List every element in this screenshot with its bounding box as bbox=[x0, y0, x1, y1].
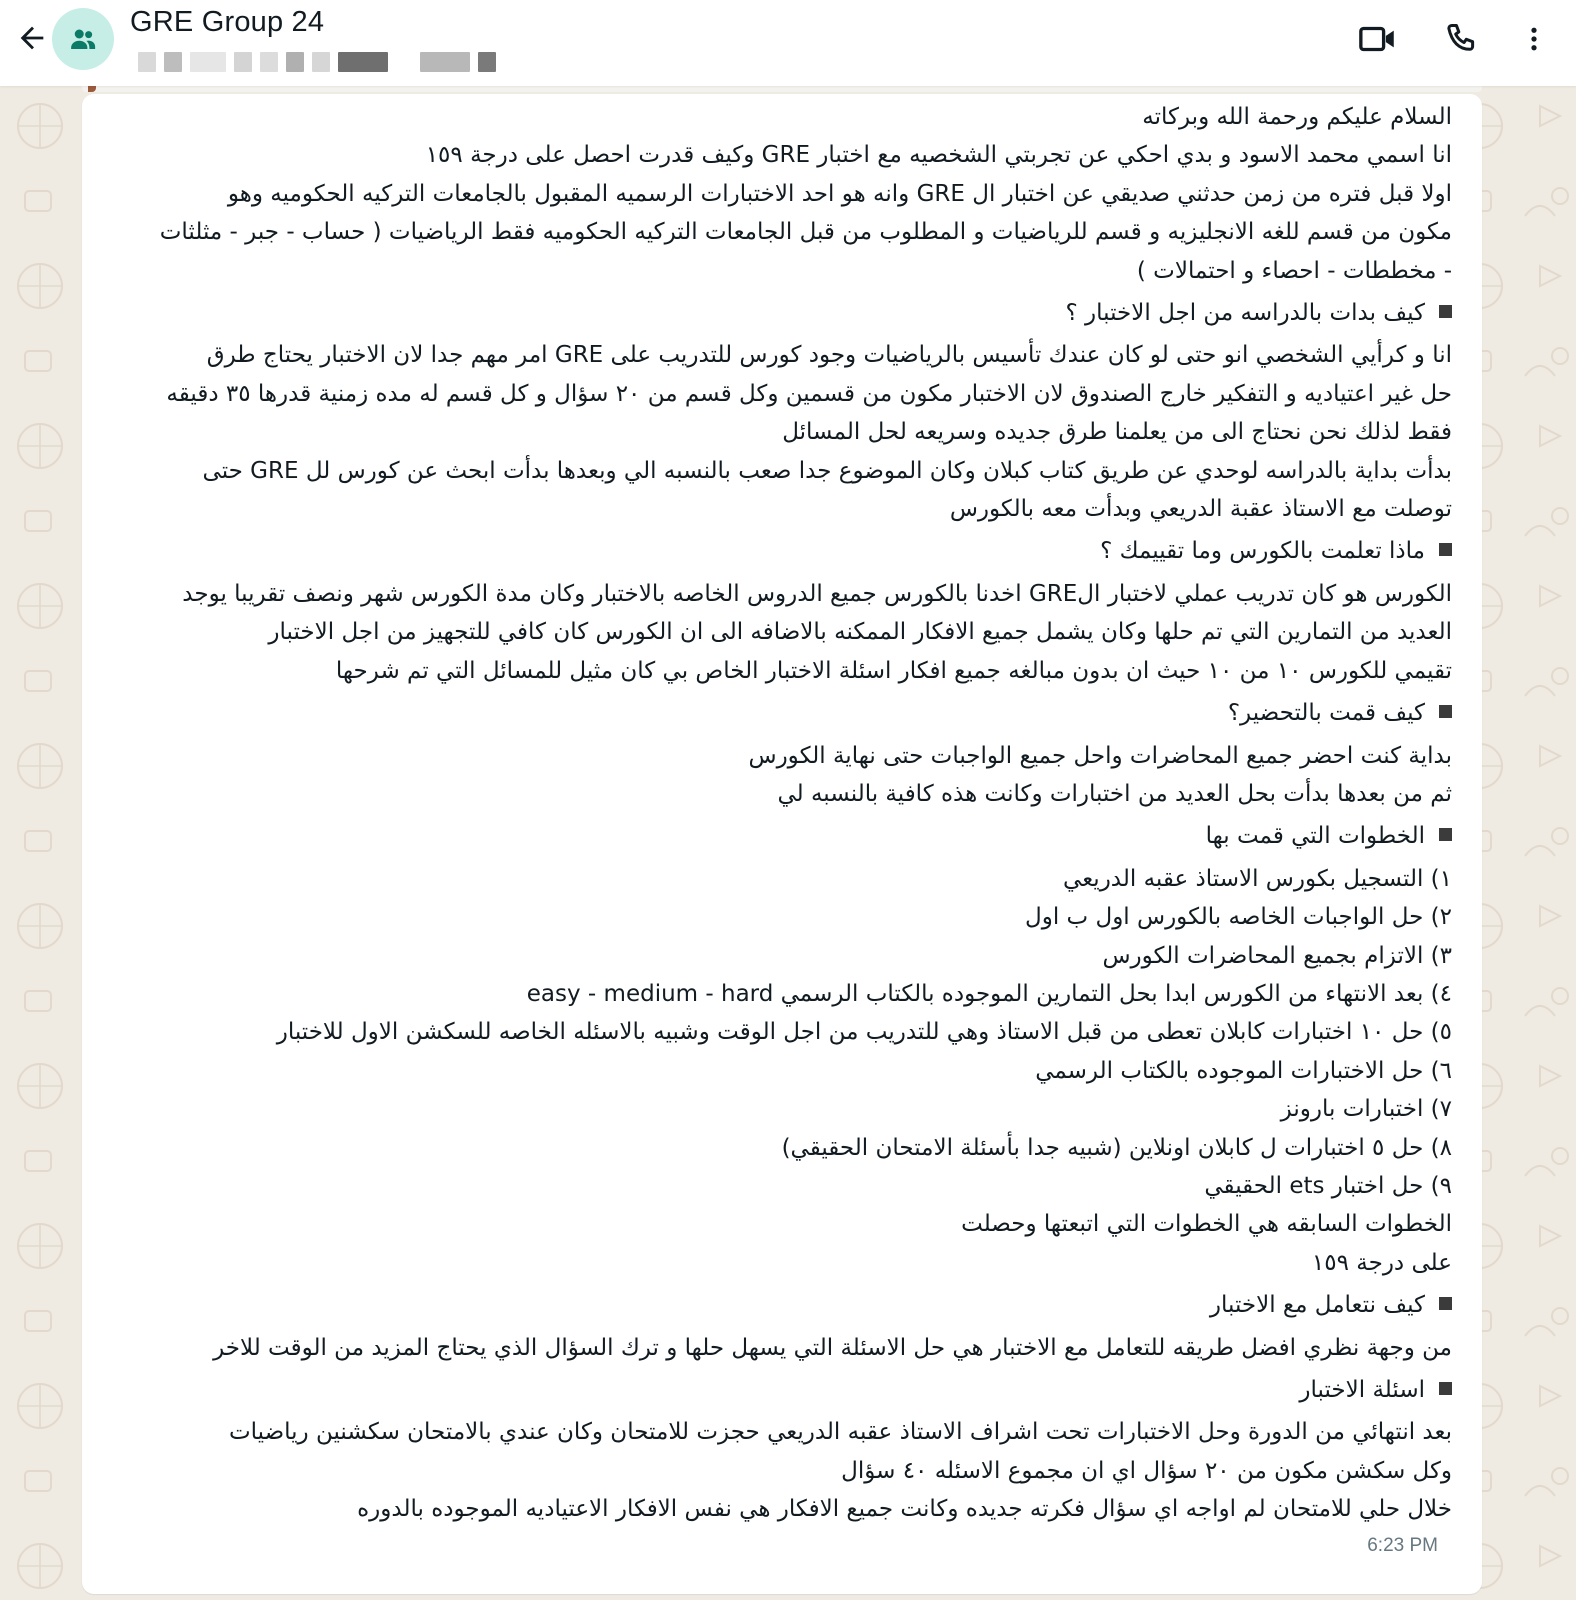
section-heading: اسئلة الاختبار bbox=[72, 1371, 1452, 1409]
paragraph-line: الخطوات السابقه هي الخطوات التي اتبعتها وحصلت bbox=[961, 1211, 1452, 1238]
back-button[interactable] bbox=[12, 18, 52, 58]
square-bullet-icon bbox=[1439, 705, 1452, 718]
paragraph-line: حل غير اعتياديه و التفكير خارج الصندوق لان الاختبار مكون من قسمين وكل قسم من ٢٠ سؤال و كل قسم له مده زمنية قدرها ٣٥ دقيقه bbox=[166, 380, 1452, 407]
group-icon bbox=[68, 24, 98, 54]
intro-line: - مخططات - احصاء و احتمالات ) bbox=[1136, 257, 1452, 284]
section-heading: كيف بدات بالدراسه من اجل الاختبار ؟ bbox=[72, 294, 1452, 332]
paragraph-line: بداية كنت احضر جميع المحاضرات واحل جميع الواجبات حتى نهاية الكورس bbox=[748, 742, 1452, 769]
square-bullet-icon bbox=[1439, 1382, 1452, 1395]
square-bullet-icon bbox=[1439, 828, 1452, 841]
intro-line: مكون من قسم للغه الانجليزيه و قسم للرياضيات و المطلوب من قبل الجامعات التركيه الحكوميه فقط الرياضيات ( حساب - جبر - مثلثات bbox=[159, 219, 1452, 246]
step-item: ٥) حل ١٠ اختبارات كابلان تعطى من قبل الاستاذ وهي للتدريب من اجل الوقت وشبيه بالاسئله الخاصه للسكشن الاول للاختبار bbox=[276, 1019, 1452, 1046]
chat-header bbox=[0, 0, 1576, 86]
more-options-button[interactable] bbox=[1504, 9, 1564, 69]
intro-line: اولا قبل فتره من زمن حدثني صديقي عن اختبار ال GRE وانه هو احد الاختبارات الرسميه المقبول بالجامعات التركيه الحكوميه وهو bbox=[227, 180, 1452, 207]
step-item: ٩) حل اختبار ets الحقيقي bbox=[1204, 1172, 1452, 1199]
paragraph-line: انا و كرأيي الشخصي انو حتى لو كان عندك تأسيس بالرياضيات وجود كورس للتدريب على GRE امر مهم جدا لان الاختبار يحتاج طرق bbox=[206, 342, 1452, 369]
section-heading: ماذا تعلمت بالكورس وما تقييمك ؟ bbox=[72, 532, 1452, 570]
paragraph-line: فقط لذلك نحن نحتاج الى من يعلمنا طرق جديده وسريعه لحل المسائل bbox=[782, 419, 1452, 446]
square-bullet-icon bbox=[1439, 305, 1452, 318]
video-camera-icon bbox=[1357, 18, 1399, 60]
paragraph-line: توصلت مع الاستاذ عقبة الدريعي وبدأت معه بالكورس bbox=[949, 496, 1452, 523]
paragraph-line: بعد انتهائي من الدورة وحل الاختبارات تحت اشراف الاستاذ عقبه الدريعي حجزت للامتحان وكان عندي بالامتحان سكشنين رياضيات bbox=[229, 1419, 1452, 1446]
message-text bbox=[72, 98, 1452, 1529]
voice-call-button[interactable] bbox=[1432, 9, 1492, 69]
previous-message-edge bbox=[82, 86, 1482, 92]
paragraph-line: من وجهة نظري افضل طريقه للتعامل مع الاختبار هي حل الاسئلة التي يسهل حلها و ترك السؤال الذي يحتاج المزيد من الوقت للاخر bbox=[213, 1334, 1452, 1361]
more-vertical-icon bbox=[1519, 22, 1549, 56]
step-item: ٦) حل الاختبارات الموجوده بالكتاب الرسمي bbox=[1035, 1057, 1452, 1084]
square-bullet-icon bbox=[1439, 1297, 1452, 1310]
paragraph-line: العديد من التمارين التي تم حلها وكان يشمل جميع الافكار الممكنه بالاضافه الى ان الكورس كان كافي للتجهيز من اجل الاختبار bbox=[268, 619, 1452, 646]
paragraph-line: بدأت بداية بالدراسه لوحدي عن طريق كتاب كبلان وكان الموضوع جدا صعب بالنسبه الي وبعدها بدأت ابحث عن كورس لل GRE حتى bbox=[202, 457, 1452, 484]
message-timestamp: 6:23 PM bbox=[1367, 1535, 1438, 1556]
arrow-left-icon bbox=[15, 21, 49, 55]
paragraph-line: تقيمي للكورس ١٠ من ١٠ حيث ان بدون مبالغه جميع افكار اسئلة الاختبار الخاص بي كان مثيل للمسائل التي تم شرحها bbox=[335, 657, 1452, 684]
paragraph-line: على درجة ١٥٩ bbox=[1311, 1249, 1452, 1276]
paragraph-line: الكورس هو كان تدريب عملي لاختبار الGRE اخدنا بالكورس جميع الدروس الخاصه بالاختبار وكان مدة الكورس شهر ونصف تقريبا يوجد bbox=[182, 580, 1452, 607]
paragraph-line: ثم من بعدها بدأت بحل العديد من اختبارات وكانت هذه كافية بالنسبه لي bbox=[777, 780, 1452, 807]
participants-subtitle-redacted bbox=[138, 52, 496, 74]
video-call-button[interactable] bbox=[1348, 9, 1408, 69]
group-avatar[interactable] bbox=[52, 8, 114, 70]
section-heading: الخطوات التي قمت بها bbox=[72, 817, 1452, 855]
step-item: ٨) حل ٥ اختبارات ل كابلان اونلاين (شبيه جدا بأسئلة الامتحان الحقيقي) bbox=[781, 1134, 1452, 1161]
step-item: ١) التسجيل بكورس الاستاذ عقبه الدريعي bbox=[1063, 865, 1452, 892]
greeting-line: السلام عليكم ورحمة الله وبركاته bbox=[1142, 104, 1452, 130]
paragraph-line: وكل سكشن مكون من ٢٠ سؤال اي ان مجموع الاسئله ٤٠ سؤال bbox=[841, 1457, 1452, 1484]
step-item: ٢) حل الواجبات الخاصه بالكورس اول ب اول bbox=[1025, 904, 1452, 931]
paragraph-line: خلال حلي للامتحان لم اواجه اي سؤال فكرته جديده وكانت جميع الافكار هي نفس الافكار الاعتياديه الموجوده بالدوره bbox=[357, 1496, 1452, 1523]
intro-line: انا اسمي محمد الاسود و بدي احكي عن تجربتي الشخصيه مع اختبار GRE وكيف قدرت احصل على درجة ١٥٩ bbox=[425, 142, 1452, 169]
square-bullet-icon bbox=[1439, 543, 1452, 556]
chat-title[interactable]: GRE Group 24 bbox=[130, 6, 325, 38]
step-item: ٤) بعد الانتهاء من الكورس ابدا بحل التمارين الموجوده بالكتاب الرسمي easy - medium - hard bbox=[526, 980, 1452, 1007]
step-item: ٧) اختبارات بارونز bbox=[1280, 1096, 1452, 1123]
section-heading: كيف نتعامل مع الاختبار bbox=[72, 1286, 1452, 1324]
section-heading: كيف قمت بالتحضير؟ bbox=[72, 694, 1452, 732]
phone-icon bbox=[1443, 20, 1481, 58]
step-item: ٣) الاتزام بجميع المحاضرات الكورس bbox=[1102, 942, 1452, 969]
